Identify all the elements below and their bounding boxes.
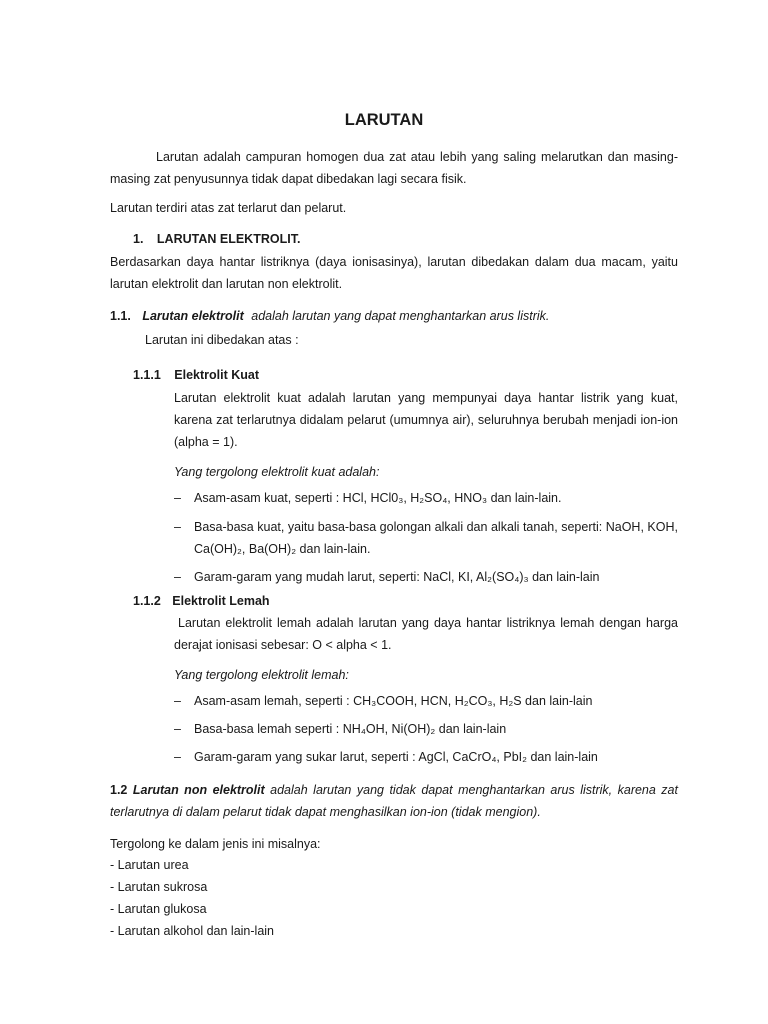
list-item bbox=[174, 487, 678, 509]
list-intro: Tergolong ke dalam jenis ini misalnya: bbox=[110, 837, 321, 851]
list-item-text: Asam-asam lemah, seperti : CH₃COOH, HCN, H₂CO₃, H₂S dan lain-lain bbox=[194, 694, 593, 708]
term-definition: adalah larutan yang tidak dapat menghantarkan arus listrik, karena zat terlarutnya di dalam pelarut tidak dapat menghasilkan ion-ion (tidak mengion). bbox=[110, 783, 678, 819]
list-item-text: Asam-asam kuat, seperti : HCl, HCl0₃, H₂SO₄, HNO₃ dan lain-lain. bbox=[194, 491, 562, 505]
dash-bullet: – bbox=[174, 570, 181, 584]
section-1-2-paragraph bbox=[110, 779, 678, 823]
list-item bbox=[174, 690, 678, 712]
section-number: 1.1. bbox=[110, 309, 131, 323]
list-item bbox=[174, 718, 678, 740]
section-number: 1.1.2 bbox=[133, 594, 161, 608]
list-item bbox=[174, 566, 678, 588]
list-item: - Larutan sukrosa bbox=[110, 880, 208, 894]
dash-bullet: – bbox=[174, 722, 181, 736]
list-item-text: Garam-garam yang mudah larut, seperti: NaCl, KI, Al₂(SO₄)₃ dan lain-lain bbox=[194, 570, 600, 584]
dash-bullet: – bbox=[174, 520, 181, 534]
list-item-text: Garam-garam yang sukar larut, seperti : AgCl, CaCrO₄, PbI₂ dan lain-lain bbox=[194, 750, 598, 764]
list-item-text: Basa-basa lemah seperti : NH₄OH, Ni(OH)₂ dan lain-lain bbox=[194, 722, 507, 736]
section-1-text: Berdasarkan daya hantar listriknya (daya ionisasinya), larutan dibedakan dalam dua macam, yaitu larutan elektrolit dan larutan non elektrolit. bbox=[110, 255, 678, 291]
term: Larutan non elektrolit bbox=[132, 783, 265, 797]
section-heading-text: Elektrolit Kuat bbox=[174, 368, 260, 382]
intro-paragraph-2: Larutan terdiri atas zat terlarut dan pelarut. bbox=[110, 201, 347, 215]
section-1-1-sub: Larutan ini dibedakan atas : bbox=[145, 333, 299, 347]
term: Larutan elektrolit bbox=[142, 309, 244, 323]
intro-paragraph: Larutan adalah campuran homogen dua zat atau lebih yang saling melarutkan dan masing-masing zat penyusunnya tidak dapat dibedakan lagi secara fisik. bbox=[110, 150, 678, 186]
section-1-1-2-text: Larutan elektrolit lemah adalah larutan yang daya hantar listriknya lemah dengan harga derajat ionisasi sebesar: O < alpha < 1. bbox=[174, 616, 678, 652]
list-item: - Larutan glukosa bbox=[110, 902, 207, 916]
dash-bullet: – bbox=[174, 750, 181, 764]
list-intro: Yang tergolong elektrolit lemah: bbox=[174, 668, 349, 682]
section-heading-text: Elektrolit Lemah bbox=[172, 594, 270, 608]
list-item bbox=[174, 516, 678, 560]
list-item: - Larutan alkohol dan lain-lain bbox=[110, 924, 274, 938]
section-1-1-heading bbox=[110, 305, 678, 327]
section-number: 1. bbox=[133, 232, 144, 246]
dash-bullet: – bbox=[174, 694, 181, 708]
page-title: LARUTAN bbox=[344, 111, 424, 129]
list-intro: Yang tergolong elektrolit kuat adalah: bbox=[174, 465, 380, 479]
section-heading-text: LARUTAN ELEKTROLIT. bbox=[156, 232, 301, 246]
term-definition: adalah larutan yang dapat menghantarkan arus listrik. bbox=[251, 309, 550, 323]
section-1-heading bbox=[133, 228, 673, 250]
list-item: - Larutan urea bbox=[110, 858, 189, 872]
dash-bullet: – bbox=[174, 491, 181, 505]
section-number: 1.1.1 bbox=[133, 368, 161, 382]
section-1-1-1-text: Larutan elektrolit kuat adalah larutan yang mempunyai daya hantar listrik yang kuat, karena zat terlarutnya didalam pelarut (umumnya air), seluruhnya berubah menjadi ion-ion (alpha = 1). bbox=[174, 391, 678, 449]
section-1-1-1-heading bbox=[133, 364, 673, 386]
list-item bbox=[174, 746, 678, 768]
list-item-text: Basa-basa kuat, yaitu basa-basa golongan alkali dan alkali tanah, seperti: NaOH, KOH, Ca(OH)₂, Ba(OH)₂ dan lain-lain. bbox=[194, 520, 678, 556]
section-1-1-2-heading bbox=[133, 590, 673, 612]
section-number: 1.2 bbox=[110, 783, 128, 797]
